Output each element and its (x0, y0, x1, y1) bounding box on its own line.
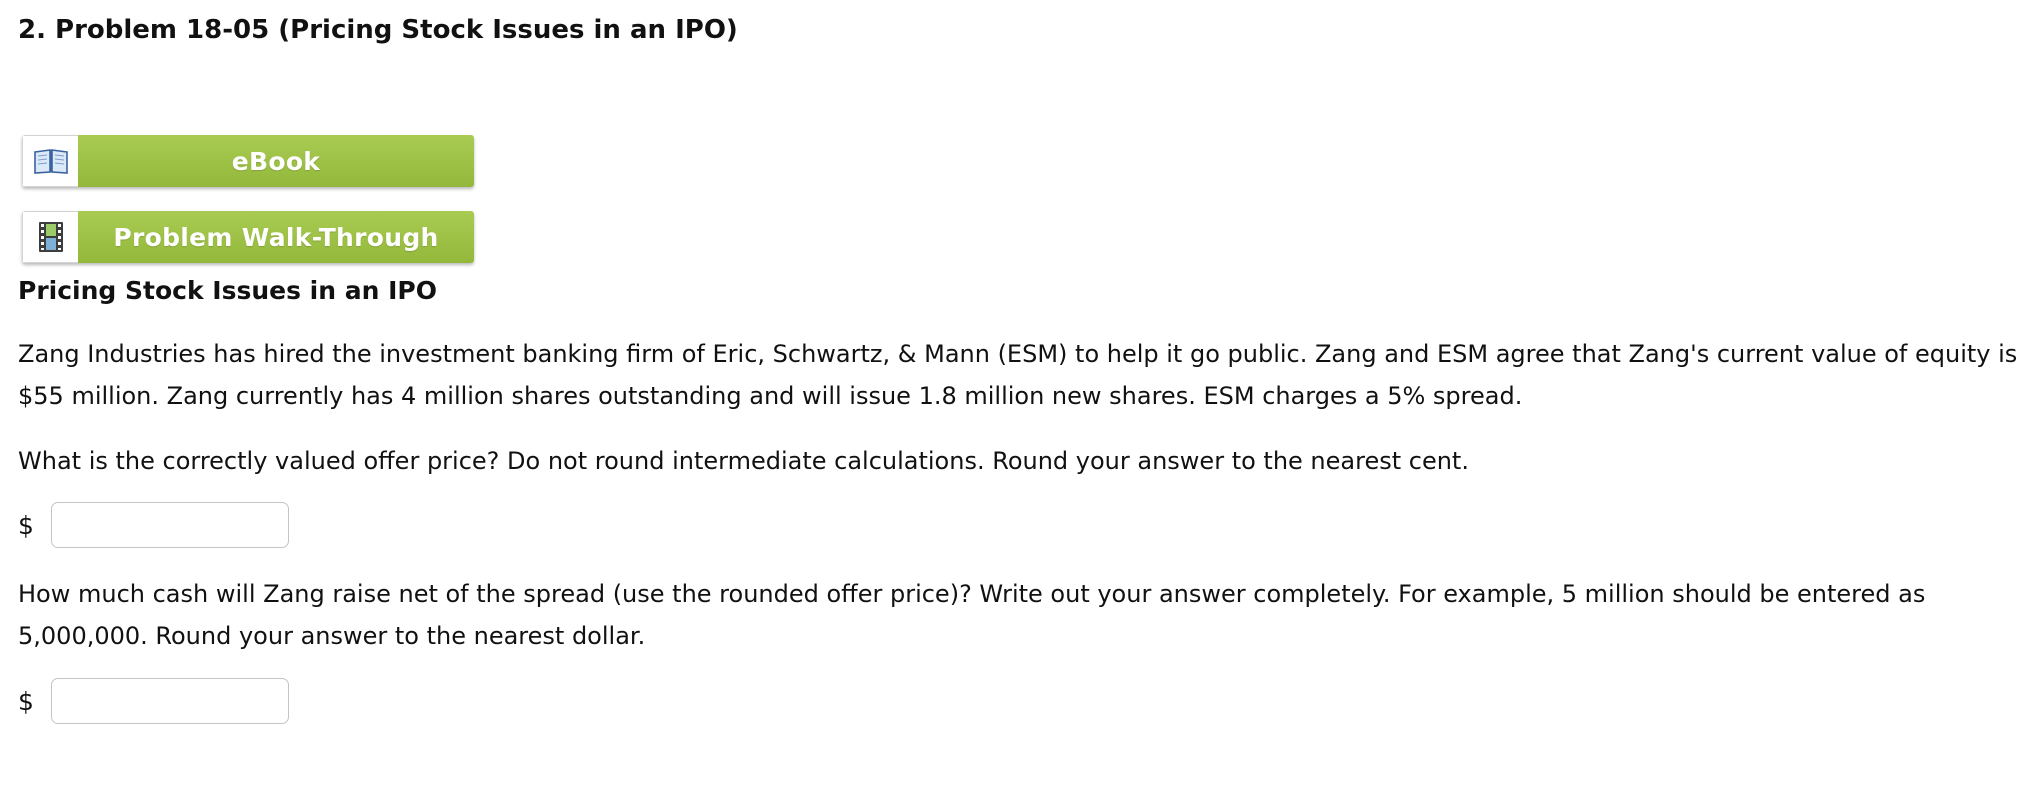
problem-walkthrough-button[interactable] (22, 211, 474, 263)
walkthrough-icon-box (22, 211, 78, 263)
walkthrough-button-label: Problem Walk-Through (78, 211, 474, 263)
net-cash-input[interactable] (51, 678, 289, 724)
problem-title: 2. Problem 18-05 (Pricing Stock Issues in an IPO) (18, 15, 738, 45)
ebook-button[interactable] (22, 135, 474, 187)
answer-row-net-cash (18, 678, 289, 724)
question-net-cash: How much cash will Zang raise net of the spread (use the rounded offer price)? Write out your answer completely. For example, 5 million should be entered as 5,000,000. Round your answer to the nearest dollar. (18, 580, 1926, 650)
ebook-button-label: eBook (78, 135, 474, 187)
question-offer-price: What is the correctly valued offer price? Do not round intermediate calculations. Round your answer to the nearest cent. (18, 447, 1469, 475)
problem-statement: Zang Industries has hired the investment banking firm of Eric, Schwartz, & Mann (ESM) to help it go public. Zang and ESM agree that Zang's current value of equity is $55 million. Zang currently has 4 million shares outstanding and will issue 1.8 million new shares. ESM charges a 5% spread. (18, 340, 2018, 410)
film-icon (38, 221, 64, 253)
book-icon (33, 147, 69, 175)
offer-price-input[interactable] (51, 502, 289, 548)
answer-row-offer-price (18, 502, 289, 548)
currency-symbol: $ (18, 510, 34, 540)
ebook-icon-box (22, 135, 78, 187)
section-title: Pricing Stock Issues in an IPO (18, 276, 438, 305)
currency-symbol: $ (18, 686, 34, 716)
